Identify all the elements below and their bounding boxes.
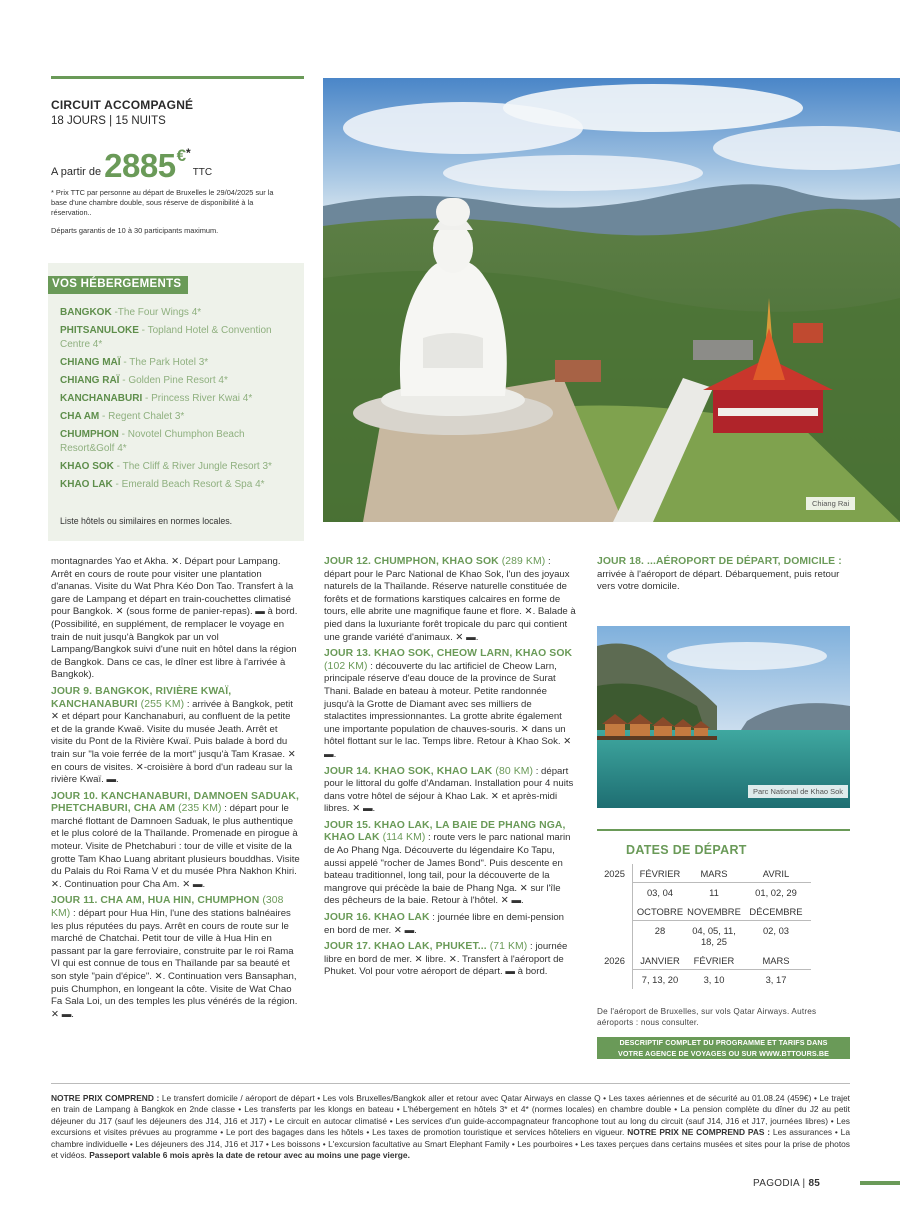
accommodations-list [60, 306, 292, 496]
dates-day-values: 7, 13, 20 [641, 974, 679, 985]
dates-group [632, 864, 811, 902]
dates-day-values: 01, 02, 29 [755, 887, 797, 898]
includes-label: NOTRE PRIX COMPREND : [51, 1093, 160, 1103]
khao-sok-lake-photo [597, 626, 850, 808]
accommodation-city: KHAO SOK [60, 460, 114, 472]
includes-divider [51, 1083, 850, 1084]
dates-month: FÉVRIER [639, 868, 681, 879]
dates-year: 2026 [604, 955, 625, 966]
page-footer: PAGODIA | 85 [753, 1178, 821, 1189]
accommodation-hotel: - Topland Hotel & Convention Centre 4* [60, 325, 272, 350]
day-entry [324, 941, 576, 979]
day-text: : départ pour Hua Hin, l'une des stations balnéaires les plus réputées du pays. Arrêt en cours de route sur le marché de Chatchai. Petit tour de ville à Hua Hin en passant par la gare ferroviaire, construite par le roi Rama VI qui est connue de tous en Thaïlande par sa beauté et son style "pain d'épice". ✕. Continuation vers Bansaphan, puis Chumphon, en longeant la côte. Visite de Wat Chao Fa Sala Loi, un des temples les plus vénérés de la région. ✕ ▬. [51, 908, 298, 1020]
dates-days [633, 883, 811, 902]
departures-note: Départs garantis de 10 à 30 participants maximum. [51, 226, 219, 235]
accommodation-item [60, 374, 292, 388]
cta-line-2: VOTRE AGENCE DE VOYAGES OU SUR WWW.BTTOURS.BE [617, 1048, 830, 1058]
accommodation-item [60, 410, 292, 424]
dates-year: 2025 [604, 868, 625, 879]
accommodation-item [60, 306, 292, 320]
day-title: JOUR 13. KHAO SOK, CHEOW LARN, KHAO SOK [324, 648, 573, 660]
dates-day-values: 04, 05, 11, 18, 25 [692, 925, 736, 947]
accommodation-hotel: - Regent Chalet 3* [99, 410, 185, 422]
accommodation-hotel: - Novotel Chumphon Beach Resort&Golf 4* [60, 429, 245, 454]
dates-month-row [597, 951, 850, 989]
accommodation-city: KANCHANABURI [60, 392, 143, 404]
top-divider [51, 76, 304, 79]
day-distance: (308 KM) [51, 895, 284, 920]
day-title: JOUR 11. CHA AM, HUA HIN, CHUMPHON [51, 895, 260, 907]
circuit-title: CIRCUIT ACCOMPAGNÉ [51, 98, 194, 112]
accommodations-note: Liste hôtels ou similaires en normes locales. [60, 516, 233, 526]
day-distance: (289 KM) [498, 556, 546, 567]
dates-month: JANVIER [640, 955, 680, 966]
dates-month: DÉCEMBRE [749, 906, 803, 917]
day-text: : départ pour le Parc National de Khao Sok, l'un des joyaux naturels de la Thaïlande. Réserve naturelle constituée de forêts et de formations karstiques calcaires en forme de tours, elle abrite une magnifique faune et flore. ✕. Balade à pied dans la luxuriante forêt tropicale du parc qui contient une grande variété d'animaux. ✕ ▬. [324, 556, 576, 643]
day-distance: (255 KM) [137, 698, 185, 710]
dates-months [633, 951, 811, 970]
day-text: : journée libre en bord de mer. ✕ libre. ✕. Transfert à l'aéroport de Phuket. Vol pour votre aéroport de départ. ▬ à bord. [324, 941, 568, 978]
day-title: JOUR 16. KHAO LAK [324, 912, 430, 924]
program-link-banner[interactable] [597, 1037, 850, 1059]
day-distance: (102 KM) [324, 660, 368, 672]
day-distance: (235 KM) [175, 803, 222, 815]
dates-title: DATES DE DÉPART [626, 843, 747, 857]
accommodation-city: BANGKOK [60, 307, 112, 318]
price-block [51, 146, 212, 182]
passport-note: Passeport valable 6 mois après la date de retour avec au moins une page vierge. [89, 1150, 410, 1161]
accommodation-item [60, 392, 292, 406]
accommodations-title: VOS HÉBERGEMENTS [48, 276, 188, 294]
accommodation-city: PHITSANULOKE [60, 325, 139, 337]
day-text: : découverte du lac artificiel de Cheow Larn, principale réserve d'eau douce de la province de Surat Thani. Balade en bateau à moteur. Petite randonnée jusqu'à la Grotte de Diamant avec ses milliers de stalactites impressionnantes. La grotte abrite également une importante population de chauves-souris. ✕ dans un hôtel flottant sur le lac. Temps libre. Retour à Khao Sok. ✕ ▬. [324, 660, 572, 760]
dates-day-values: 02, 03 [762, 925, 790, 936]
accommodation-city: CHIANG MAÏ [60, 356, 121, 368]
day-text: : arrivée à Bangkok, petit ✕ et départ pour Kanchanaburi, au confluent de la petite et de la grande Kwaë. Visite du musée Jeath. Arrêt et visite du Pont de la Rivière Kwaï. Puis balade à bord du train sur "la voie ferrée de la mort" jusqu'à Tam Krasae. ✕ en cours de visites. ✕-croisière à bord d'un radeau sur la rivière Kwaï. ▬. [51, 698, 296, 786]
day-text: arrivée à l'aéroport de départ. Débarquement, puis retour vers votre domicile. [597, 568, 840, 593]
day-distance: (80 KM) [492, 765, 534, 777]
dates-days [633, 921, 811, 951]
accommodation-hotel: - The Cliff & River Jungle Resort 3* [113, 460, 272, 472]
circuit-duration: 18 JOURS | 15 NUITS [51, 115, 166, 127]
day-entry [324, 912, 576, 937]
accommodation-item [60, 478, 292, 492]
dates-month: NOVEMBRE [687, 906, 741, 917]
dates-day-values: 28 [654, 925, 666, 936]
day-text: : départ pour le littoral du golfe d'Andaman. Installation pour 4 nuits dans votre hôtel de séjour à Khao Lak. ✕ et après-midi libres. ✕ ▬. [324, 765, 574, 815]
accommodation-item [60, 356, 292, 370]
itinerary-column-3 [597, 556, 850, 598]
accommodation-item [60, 460, 292, 474]
dates-divider [597, 829, 850, 831]
day-entry [51, 686, 301, 787]
price-suffix: TTC [192, 167, 213, 178]
day-title: JOUR 12. CHUMPHON, KHAO SOK [324, 556, 499, 567]
brand-name: PAGODIA [753, 1178, 800, 1189]
dates-month: OCTOBRE [636, 906, 684, 917]
dates-day-values: 03, 04 [646, 887, 674, 898]
dates-month: FÉVRIER [693, 955, 735, 966]
price-note: * Prix TTC par personne au départ de Bruxelles le 29/04/2025 sur la base d'une chambre double, sous réserve de disponibilité à la réservation.. [51, 188, 274, 217]
dates-month: MARS [762, 955, 790, 966]
price-currency: € [176, 146, 187, 165]
accommodation-item [60, 428, 292, 455]
accommodation-hotel: - Emerald Beach Resort & Spa 4* [112, 478, 265, 490]
price-value: 2885 [104, 147, 176, 184]
dates-day-values: 11 [709, 887, 719, 898]
day-entry [51, 791, 301, 892]
day-title: JOUR 17. KHAO LAK, PHUKET... [324, 941, 487, 953]
day-title: JOUR 10. KANCHANABURI, DAMNOEN SADUAK, PHETCHABURI, CHA AM [51, 790, 299, 815]
dates-month: MARS [700, 868, 728, 879]
chiang-rai-temple-photo [323, 78, 900, 522]
second-photo-caption: Parc National de Khao Sok [748, 785, 848, 798]
day-title: JOUR 18. ...AÉROPORT DE DÉPART, DOMICILE : [597, 556, 842, 567]
itinerary-intro: montagnardes Yao et Akha. ✕. Départ pour Lampang. Arrêt en cours de route pour visiter une plantation d'ananas. Visite du Wat Phra Kéo Don Tao. Transfert à la gare de Lampang et départ en train-couchettes climatisé pour Bangkok. ✕ (sous forme de panier-repas). ▬ à bord. (Possibilité, en supplément, de remplacer le voyage en train de nuit jusqu'à Bangkok par un vol Lampang/Bangkok suivi d'une nuit en hôtel dans la région de Bangkok. Dans ce cas, le dîner est libre à l'arrivée à Bangkok). [51, 556, 298, 681]
dates-group [632, 951, 811, 989]
day-distance: (114 KM) [379, 832, 426, 844]
accommodation-city: KHAO LAK [60, 478, 113, 490]
accommodation-city: CHUMPHON [60, 429, 119, 441]
day-entry [324, 648, 576, 761]
dates-months [633, 902, 811, 921]
dates-note: De l'aéroport de Bruxelles, sur vols Qatar Airways. Autres aéroports : nous consulter. [597, 1007, 817, 1027]
day-text: : journée libre en demi-pension en bord de mer. ✕ ▬. [324, 912, 565, 936]
cta-line-1: DESCRIPTIF COMPLET DU PROGRAMME ET TARIFS DANS [619, 1038, 828, 1047]
price-prefix: A partir de [51, 166, 102, 178]
accommodation-item [60, 324, 292, 351]
day-entry [324, 820, 576, 908]
itinerary-column-2 [324, 556, 576, 983]
dates-months [633, 864, 811, 883]
excludes-label: NOTRE PRIX NE COMPREND PAS : [627, 1127, 771, 1138]
footer-accent [860, 1181, 900, 1185]
accommodation-hotel: - Princess River Kwai 4* [142, 392, 253, 404]
dates-month-row [597, 864, 850, 902]
dates-month: AVRIL [762, 868, 790, 879]
excludes-text: Les assurances • La chambre individuelle • Les déjeuners des J14, J16 et J17 • Les boissons • L'excursion facultative au Smart Elephant Family • Les pourboires • Les taxes perçues dans certains musées et sites pour la prise de photos et vidéos. [51, 1127, 850, 1161]
page-number: 85 [808, 1178, 821, 1189]
day-title: JOUR 15. KHAO LAK, LA BAIE DE PHANG NGA, KHAO LAK [324, 819, 566, 844]
accommodation-hotel: -The Four Wings 4* [111, 307, 202, 318]
day-title: JOUR 14. KHAO SOK, KHAO LAK [324, 765, 493, 777]
accommodation-hotel: - Golden Pine Resort 4* [119, 374, 228, 386]
day-entry [51, 895, 301, 1021]
accommodation-hotel: - The Park Hotel 3* [120, 356, 209, 368]
day-entry [597, 556, 850, 594]
dates-month-row [597, 902, 850, 951]
day-text: : départ pour le marché flottant de Damnoen Saduak, le plus authentique et le plus coloré de la Thaïlande. Promenade en pirogue à moteur. Visite de Phetchaburi : tour de ville et visite de la grotte Tam Khao Luang abritant plusieurs bouddhas. Visite du Palais du Roi Rama V et du musée Phra Nakhon Khiri. ✕. Continuation pour Cha Am. ✕ ▬. [51, 803, 300, 890]
dates-year [597, 902, 632, 951]
day-entry [324, 766, 576, 816]
dates-day-values: 3, 10 [703, 974, 725, 985]
accommodation-city: CHIANG RAÏ [60, 374, 120, 386]
main-photo-caption: Chiang Rai [806, 497, 855, 510]
price-includes [51, 1093, 850, 1161]
day-entry [324, 556, 576, 644]
day-text: : route vers le parc national marin de Ao Phang Nga. Découverte du légendaire Ko Tapu, aussi appelé "rocher de James Bond". Puis descente en bateau traditionnel, long tail, pour la découverte de la mangrove qui précède la baie de Phang Nga. ✕ sur l'île des pêcheurs de la baie. Retour à l'hôtel. ✕ ▬. [324, 832, 571, 907]
day-distance: (71 KM) [486, 941, 528, 953]
dates-days [633, 970, 811, 989]
includes-text: Le transfert domicile / aéroport de départ • Les vols Bruxelles/Bangkok aller et retour avec Qatar Airways en classe Q • Les taxes aériennes et de sécurité au 01.08.24 (459€) • Le trajet en train de Lampang à Bangkok en 2nde classe • Les transferts par les klongs en bateau • L'hébergement en hôtels 3* et 4* (normes locales) en chambre double • La pension complète du dîner du J2 au petit déjeuner du J17 (sauf les déjeuners des J14, J16 et J17) • Le circuit en autocar climatisé • Les services d'un guide-accompagnateur francophone tout au long du circuit (sauf J14, J16 et J17, journées libres) • Les excursions et visites prévues au programme • Le port des bagages dans les hôtels • Les taxes de promotion touristique et services hôteliers en vigueur. [51, 1093, 850, 1138]
dates-group [632, 902, 811, 951]
dates-table [597, 864, 850, 989]
price-asterisk: * [186, 146, 191, 160]
accommodation-city: CHA AM [60, 410, 100, 422]
itinerary-column-1 [51, 556, 301, 1025]
dates-day-values: 3, 17 [765, 974, 787, 985]
day-title: JOUR 9. BANGKOK, RIVIÈRE KWAÏ, KANCHANABURI [51, 685, 232, 710]
